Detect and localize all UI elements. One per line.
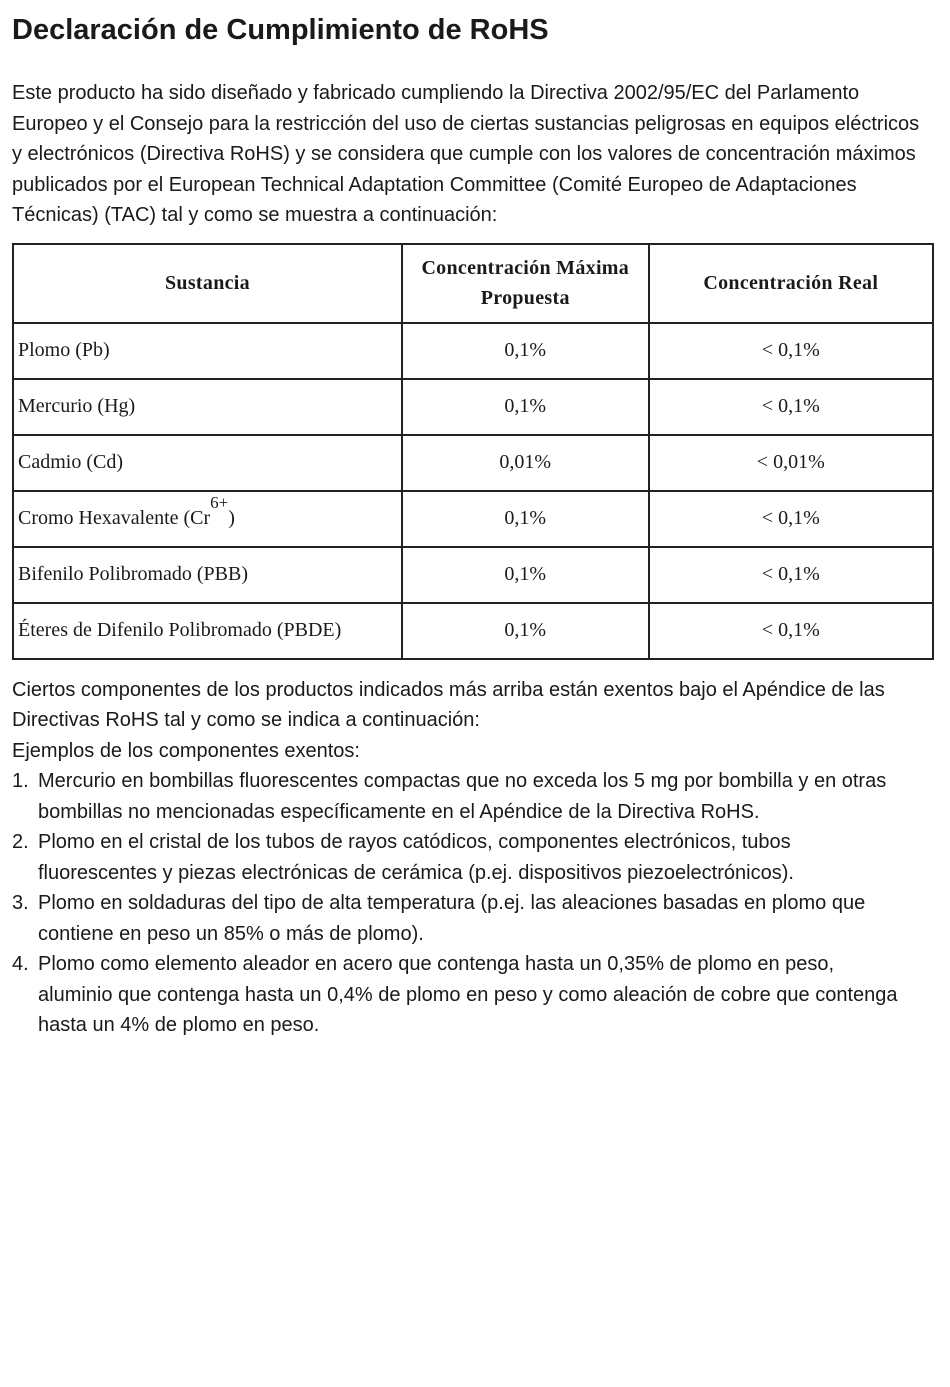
header-max-concentration bbox=[402, 244, 649, 323]
substance-text-end: ) bbox=[228, 507, 235, 529]
list-number: 2. bbox=[12, 831, 29, 853]
real-cell: < 0,1% bbox=[649, 379, 933, 435]
list-number: 4. bbox=[12, 953, 29, 975]
examples-label: Ejemplos de los componentes exentos: bbox=[12, 739, 360, 762]
table-row bbox=[13, 379, 933, 435]
substance-cell: Mercurio (Hg) bbox=[13, 379, 402, 435]
substance-cell: Éteres de Difenilo Polibromado (PBDE) bbox=[13, 603, 402, 659]
list-item-text: Mercurio en bombillas fluorescentes compactas que no exceda los 5 mg por bombilla y en otras bombillas no mencionadas específicamente en el Apéndice de la Directiva RoHS. bbox=[38, 770, 887, 823]
intro-paragraph: Este producto ha sido diseñado y fabricado cumpliendo la Directiva 2002/95/EC del Parlamento Europeo y el Consejo para la restricción del uso de ciertas sustancias peligrosas en equipos eléctricos y electrónicos (Directiva RoHS) y se considera que cumple con los valores de concentración máximos publicados por el European Technical Adaptation Committee (Comité Europeo de Adaptaciones Técnicas) (TAC) tal y como se muestra a continuación: bbox=[12, 82, 920, 226]
table-row bbox=[13, 491, 933, 547]
list-item-text: Plomo en el cristal de los tubos de rayos catódicos, componentes electrónicos, tubos fluorescentes y piezas electrónicas de cerámica (p.ej. dispositivos piezoelectrónicos). bbox=[38, 831, 794, 884]
page-title: Declaración de Cumplimiento de RoHS bbox=[12, 14, 549, 46]
real-cell: < 0,1% bbox=[649, 547, 933, 603]
list-item bbox=[12, 827, 914, 888]
list-item-text: Plomo como elemento aleador en acero que contenga hasta un 0,35% de plomo en peso, aluminio que contenga hasta un 0,4% de plomo en peso y como aleación de cobre que contenga hasta un 4% de plomo en peso. bbox=[38, 953, 898, 1036]
substance-cell: Cadmio (Cd) bbox=[13, 435, 402, 491]
table-row bbox=[13, 603, 933, 659]
substance-cell: Bifenilo Polibromado (PBB) bbox=[13, 547, 402, 603]
header-max-line1: Concentración Máxima bbox=[421, 257, 630, 279]
exemptions-list bbox=[12, 766, 934, 1041]
list-item-text: Plomo en soldaduras del tipo de alta temperatura (p.ej. las aleaciones basadas en plomo que contiene en peso un 85% o más de plomo). bbox=[38, 892, 866, 945]
list-number: 1. bbox=[12, 770, 29, 792]
max-cell: 0,01% bbox=[402, 435, 649, 491]
list-item bbox=[12, 888, 914, 949]
list-item bbox=[12, 949, 914, 1041]
list-item bbox=[12, 766, 914, 827]
max-cell: 0,1% bbox=[402, 379, 649, 435]
substance-cell: Plomo (Pb) bbox=[13, 323, 402, 379]
table-row bbox=[13, 547, 933, 603]
max-cell: 0,1% bbox=[402, 323, 649, 379]
header-real-concentration: Concentración Real bbox=[649, 244, 933, 323]
exemptions-intro: Ciertos componentes de los productos indicados más arriba están exentos bajo el Apéndice de las Directivas RoHS tal y como se indica a continuación: bbox=[12, 678, 885, 731]
ion-charge-superscript: 6+ bbox=[210, 493, 229, 512]
list-number: 3. bbox=[12, 892, 29, 914]
table-row bbox=[13, 435, 933, 491]
max-cell: 0,1% bbox=[402, 491, 649, 547]
real-cell: < 0,1% bbox=[649, 491, 933, 547]
real-cell: < 0,01% bbox=[649, 435, 933, 491]
real-cell: < 0,1% bbox=[649, 323, 933, 379]
document bbox=[12, 0, 934, 1041]
table-row bbox=[13, 323, 933, 379]
table-header-row bbox=[13, 244, 933, 323]
rohs-table bbox=[12, 243, 934, 660]
real-cell: < 0,1% bbox=[649, 603, 933, 659]
exemptions-section bbox=[12, 675, 934, 1041]
header-max-line2: Propuesta bbox=[480, 287, 570, 309]
max-cell: 0,1% bbox=[402, 547, 649, 603]
substance-text: Cromo Hexavalente (Cr bbox=[18, 507, 211, 529]
header-substance: Sustancia bbox=[13, 244, 402, 323]
substance-cell bbox=[13, 491, 402, 547]
max-cell: 0,1% bbox=[402, 603, 649, 659]
